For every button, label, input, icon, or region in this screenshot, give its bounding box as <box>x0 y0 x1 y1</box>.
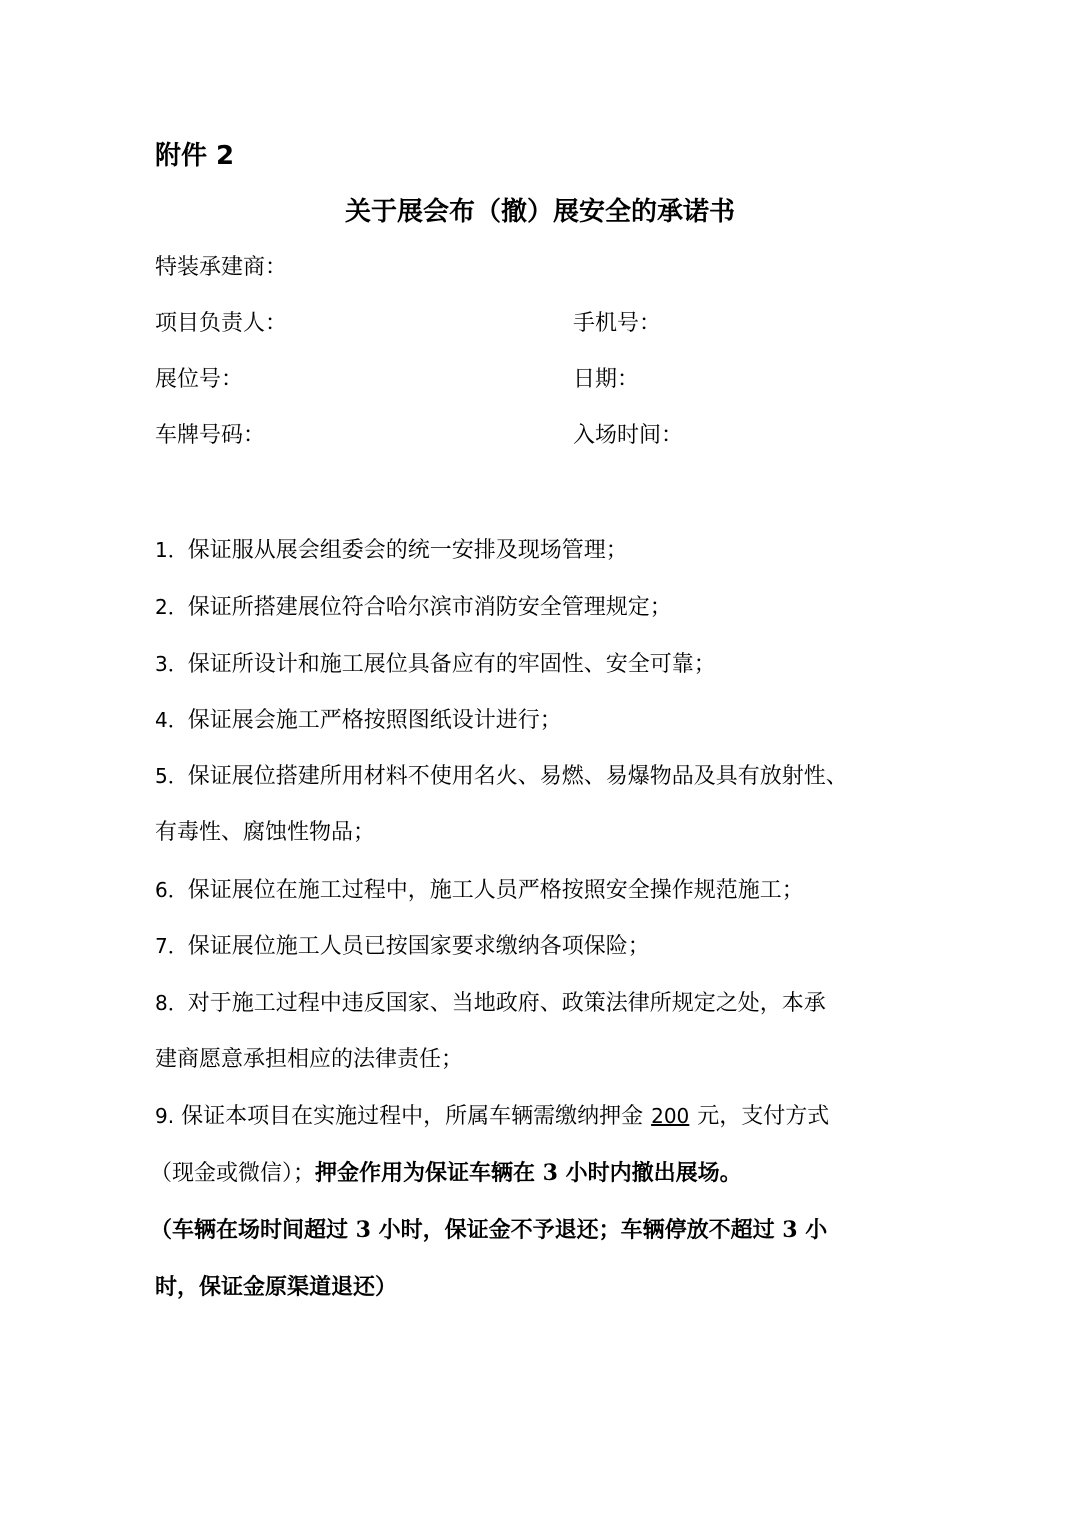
deposit-amount: 200 <box>651 1104 690 1128</box>
phone-field: 手机号： <box>573 311 662 336</box>
document-title: 关于展会布（撤）展安全的承诺书 <box>344 197 735 227</box>
item-text: 保证所设计和施工展位具备应有的牢固性、安全可靠； <box>187 652 716 677</box>
item-text: 保证展位在施工过程中，施工人员严格按照安全操作规范施工； <box>187 878 804 903</box>
item-number: 5． <box>155 764 188 788</box>
item-text: 保证服从展会组委会的统一安排及现场管理； <box>187 538 628 563</box>
commitment-item-8 <box>155 983 935 1024</box>
item-number: 3． <box>155 652 188 676</box>
attachment-label: 附件 2 <box>155 141 235 171</box>
item-number: 1． <box>155 538 188 562</box>
entry-time-field: 入场时间： <box>573 423 684 448</box>
plate-no-field: 车牌号码： <box>155 423 266 448</box>
payment-method-text: （现金或微信）； <box>150 1161 316 1186</box>
deposit-purpose-text: 押金作用为保证车辆在 3 小时内撤出展场。 <box>315 1160 742 1186</box>
refund-note-line-2: 时，保证金原渠道退还） <box>155 1274 398 1300</box>
item-number: 7． <box>155 934 188 958</box>
commitment-item-6 <box>155 870 935 911</box>
item-text: 保证展位搭建所用材料不使用名火、易燃、易爆物品及具有放射性、 <box>187 764 848 789</box>
item-text: 保证展位施工人员已按国家要求缴纳各项保险； <box>187 934 650 959</box>
commitment-item-7 <box>155 926 935 967</box>
commitment-item-9-continued <box>150 1153 930 1194</box>
item-text: 保证展会施工严格按照图纸设计进行； <box>187 708 562 733</box>
commitment-item-2 <box>155 587 935 628</box>
item-text-suffix: 元，支付方式 <box>697 1104 830 1129</box>
contractor-field: 特装承建商： <box>155 255 288 280</box>
commitment-item-8-continued: 建商愿意承担相应的法律责任； <box>155 1047 464 1072</box>
item-number: 8． <box>155 991 188 1015</box>
item-text: 对于施工过程中违反国家、当地政府、政策法律所规定之处，本承 <box>187 991 826 1016</box>
booth-no-field: 展位号： <box>155 367 244 392</box>
item-number: 4． <box>155 708 188 732</box>
item-text: 保证所搭建展位符合哈尔滨市消防安全管理规定； <box>187 595 672 620</box>
date-field: 日期： <box>573 367 640 392</box>
refund-note-line-1: （车辆在场时间超过 3 小时，保证金不予退还；车辆停放不超过 3 小 <box>150 1217 828 1243</box>
commitment-item-4 <box>155 700 935 741</box>
item-number: 6． <box>155 878 188 902</box>
commitment-item-1 <box>155 530 935 571</box>
commitment-item-5 <box>155 756 935 797</box>
commitment-item-5-continued: 有毒性、腐蚀性物品； <box>155 820 376 845</box>
item-text: 保证本项目在实施过程中，所属车辆需缴纳押金 <box>181 1104 644 1129</box>
commitment-item-9 <box>155 1096 935 1137</box>
item-number: 9. <box>155 1104 175 1128</box>
commitment-item-3 <box>155 644 935 685</box>
project-leader-field: 项目负责人： <box>155 311 288 336</box>
item-number: 2． <box>155 595 188 619</box>
